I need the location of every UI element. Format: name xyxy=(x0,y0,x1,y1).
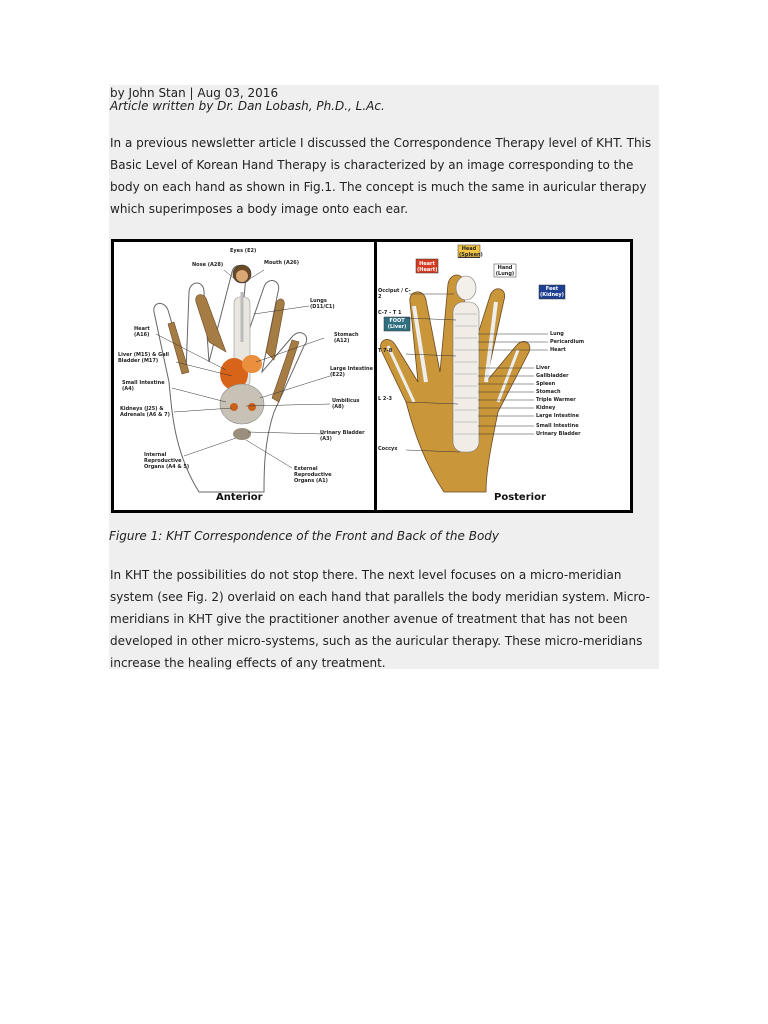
label-urinary: Urinary Bladder (A3) xyxy=(320,430,365,442)
label-internal-repro: Internal Reproductive Organs (A4 & 5) xyxy=(144,452,190,470)
label-urinary-post: Urinary Bladder xyxy=(536,431,581,437)
label-foot-box: FOOT (Liver) xyxy=(387,318,407,330)
label-large-intestine: Large Intestine (E22) xyxy=(330,366,373,378)
byline: by John Stan | Aug 03, 2016 xyxy=(110,86,279,100)
label-t7: T 7-8 xyxy=(378,348,393,354)
label-kidneys: Kidneys (J25) & Adrenals (A6 & 7) xyxy=(120,406,170,418)
figure-1-image xyxy=(111,239,633,513)
label-c7: C-7 - T 1 xyxy=(378,310,402,316)
label-stomach-post: Stomach xyxy=(536,389,561,395)
label-heart: Heart (A16) xyxy=(134,326,150,338)
label-spleen: Spleen xyxy=(536,381,556,387)
label-feet-box: Feet (Kidney) xyxy=(540,286,564,298)
label-eyes: Eyes (E2) xyxy=(230,248,257,254)
author-line: Article written by Dr. Dan Lobash, Ph.D., L.Ac. xyxy=(110,99,385,113)
figure-divider xyxy=(374,242,377,510)
label-heart: Heart xyxy=(550,347,566,353)
label-stomach: Stomach (A12) xyxy=(334,332,359,344)
label-occiput: Occiput / C-2 xyxy=(378,288,411,300)
label-external-repro: External Reproductive Organs (A1) xyxy=(294,466,332,484)
label-mouth: Mouth (A26) xyxy=(264,260,300,266)
label-nose: Nose (A28) xyxy=(192,262,224,268)
figure-caption: Figure 1: KHT Correspondence of the Front and Back of the Body xyxy=(109,529,500,543)
label-kidney: Kidney xyxy=(536,405,556,411)
label-liver: Liver xyxy=(536,365,551,371)
label-coccyx: Coccyx xyxy=(378,446,398,452)
label-umbilicus: Umbilicus (A8) xyxy=(332,398,360,410)
label-lung: Lung xyxy=(550,331,564,337)
label-hand-box: Hand (Lung) xyxy=(495,265,515,277)
paragraph-micro-meridian: In KHT the possibilities do not stop there. The next level focuses on a micro-meridian system (see Fig. 2) overlaid on each hand that parallels the body meridian system. Micro-meridians in KHT give the practitioner another avenue of treatment that has not been developed in other micro-systems, such as the auricular therapy. These micro-meridians increase the healing effects of any treatment. xyxy=(110,568,650,670)
label-heart-box: Heart (Heart) xyxy=(417,261,438,273)
label-lungs: Lungs (D11/C1) xyxy=(310,298,335,310)
label-gallbladder: Gallbladder xyxy=(536,373,569,379)
label-triple-warmer: Triple Warmer xyxy=(536,397,576,403)
label-head-box: Head (Spleen) xyxy=(459,246,483,258)
label-small-intestine: Small Intestine (A4) xyxy=(122,380,165,392)
label-liver: Liver (M15) & Gall Bladder (M17) xyxy=(118,352,170,364)
label-small-post: Small Intestine xyxy=(536,423,579,429)
paragraph-intro: In a previous newsletter article I discussed the Correspondence Therapy level of KHT. This Basic Level of Korean Hand Therapy is characterized by an image corresponding to the body on each hand as shown in Fig.1. The concept is much the same in auricular therapy which superimposes a body image onto each ear. xyxy=(110,136,652,216)
label-l23: L 2-3 xyxy=(378,396,392,402)
label-pericardium: Pericardium xyxy=(550,339,585,345)
anterior-title: Anterior xyxy=(216,492,263,503)
posterior-title: Posterior xyxy=(494,492,546,503)
label-large-post: Large Intestine xyxy=(536,413,579,419)
